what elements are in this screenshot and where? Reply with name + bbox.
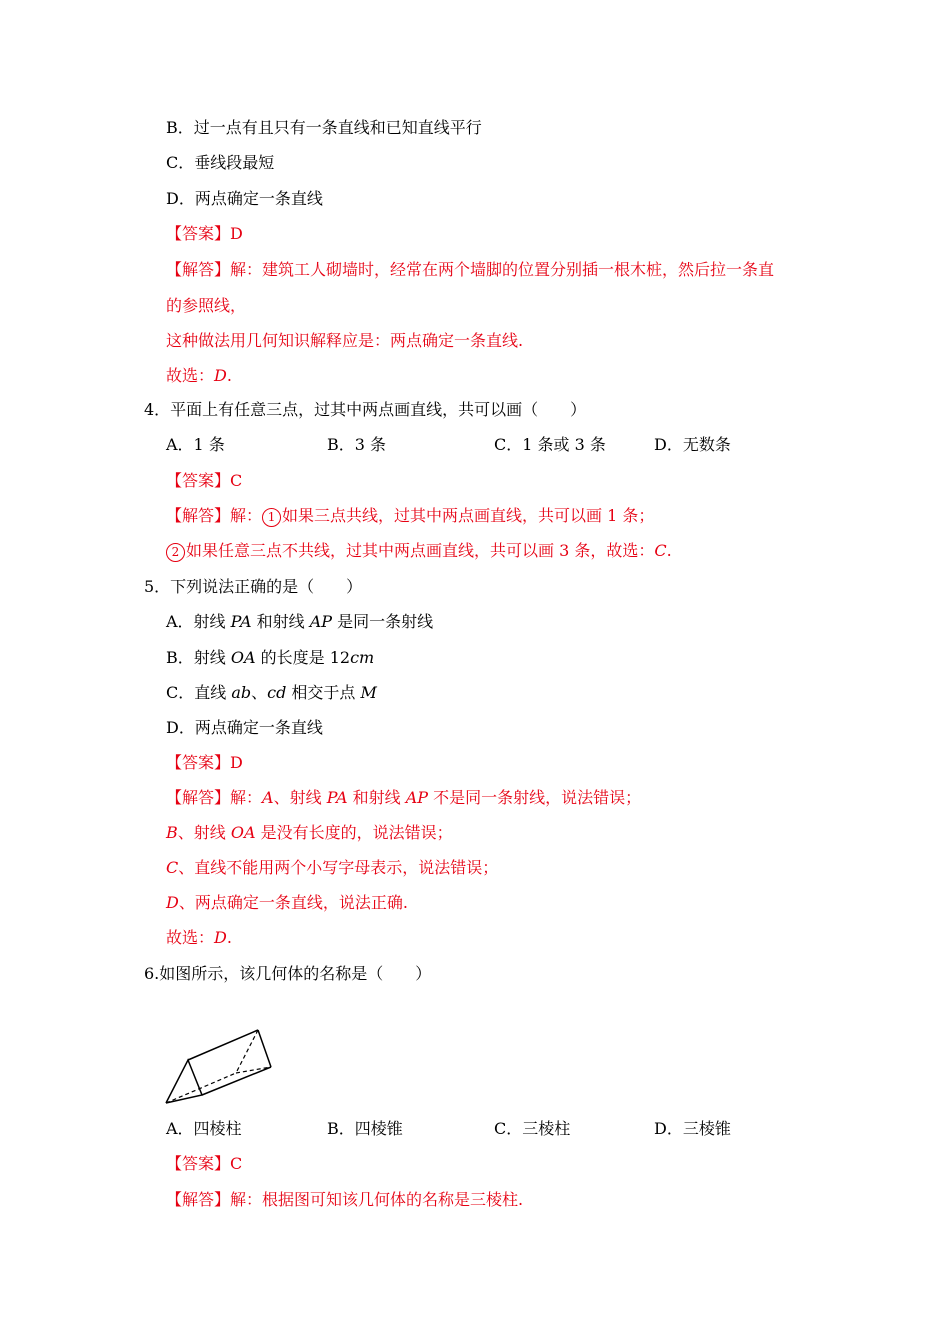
choose-value: C [654, 541, 667, 560]
q3-answer [166, 224, 243, 244]
solution-tag: 【解答】 [166, 506, 231, 525]
q3-solution-line-2: 的参照线， [166, 296, 247, 315]
q5-option-b [166, 648, 374, 668]
option-text: A．射线 [166, 612, 231, 631]
option-text: C．直线 [166, 683, 232, 702]
label-a: A [262, 788, 274, 807]
q4-option-c: C．1 条或 3 条 [494, 435, 606, 454]
option-text: 的长度是 12 [255, 648, 351, 667]
ray-oa: OA [230, 823, 256, 842]
solution-text: 、射线 [273, 788, 327, 807]
q6-stem: 6.如图所示，该几何体的名称是（ ） [144, 964, 432, 983]
q3-solution-line-3: 这种做法用几何知识解释应是：两点确定一条直线. [166, 331, 524, 350]
answer-value: D [230, 753, 243, 772]
solution-text: 解：建筑工人砌墙时，经常在两个墙脚的位置分别插一根木桩，然后拉一条直 [230, 260, 775, 279]
q4-solution-line-2 [166, 541, 672, 562]
label-d: D [166, 893, 179, 912]
q5-solution-line-4 [166, 893, 408, 913]
q3-option-b: B．过一点有且只有一条直线和已知直线平行 [166, 118, 482, 137]
triangular-prism-figure [160, 1025, 280, 1110]
answer-tag: 【答案】 [166, 471, 231, 490]
choose-suffix: . [226, 928, 232, 947]
choose-value: D [214, 928, 227, 947]
q3-option-c: C．垂线段最短 [166, 153, 275, 172]
option-text: 和射线 [251, 612, 310, 631]
q3-option-d: D．两点确定一条直线 [166, 189, 323, 208]
solution-tag: 【解答】 [166, 1190, 231, 1209]
q4-answer [166, 471, 242, 491]
q3-solution-line-1 [166, 260, 774, 280]
q4-option-a: A．1 条 [166, 435, 225, 454]
prism-top-edge [188, 1030, 258, 1060]
solution-tag: 【解答】 [166, 788, 231, 807]
q6-solution [166, 1190, 523, 1210]
solution-text: 不是同一条射线，说法错误； [428, 788, 642, 807]
q6-option-d: D．三棱锥 [654, 1119, 731, 1138]
answer-value: D [230, 224, 243, 243]
option-text: 相交于点 [286, 683, 361, 702]
q5-choose [166, 928, 232, 948]
ray-ap: AP [309, 612, 333, 631]
choose-value: D [214, 366, 227, 385]
choose-prefix: 故选： [166, 928, 215, 947]
solution-text: 、直线不能用两个小写字母表示，说法错误； [178, 858, 499, 877]
line-ab: ab [231, 683, 252, 702]
label-c: C [166, 858, 179, 877]
solution-text: 、两点确定一条直线，说法正确. [178, 893, 408, 912]
solution-text: 、射线 [177, 823, 231, 842]
unit-cm: cm [350, 648, 375, 667]
q5-solution-line-2 [166, 823, 453, 843]
answer-value: C [230, 471, 243, 490]
solution-text: 解： [230, 788, 263, 807]
prism-front-left-edge [166, 1060, 202, 1103]
solution-text: 如果任意三点不共线，过其中两点画直线，共可以画 3 条，故选： [186, 541, 655, 560]
solution-text: 是没有长度的，说法错误； [255, 823, 453, 842]
ray-ap: AP [405, 788, 429, 807]
answer-value: C [230, 1154, 243, 1173]
q6-option-b: B．四棱锥 [327, 1119, 403, 1138]
q5-option-c [166, 683, 377, 703]
option-text: 是同一条射线 [332, 612, 434, 631]
choose-suffix: . [666, 541, 672, 560]
choose-suffix: . [226, 366, 232, 385]
solution-prefix: 解： [230, 506, 263, 525]
q4-stem: 4．平面上有任意三点，过其中两点画直线，共可以画（ ） [144, 400, 587, 419]
q4-solution-line-1 [166, 506, 654, 527]
ray-pa: PA [326, 788, 348, 807]
q3-choose [166, 366, 232, 386]
choose-prefix: 故选： [166, 366, 215, 385]
answer-tag: 【答案】 [166, 1154, 231, 1173]
ray-pa: PA [230, 612, 252, 631]
prism-hidden-back-bottom-edge [236, 1067, 271, 1073]
q6-option-a: A．四棱柱 [166, 1119, 242, 1138]
prism-hidden-back-left-edge [236, 1030, 258, 1073]
answer-tag: 【答案】 [166, 753, 231, 772]
q5-answer [166, 753, 243, 773]
solution-text: 如果三点共线，过其中两点画直线，共可以画 1 条； [282, 506, 655, 525]
option-text: 、 [251, 683, 268, 702]
label-b: B [166, 823, 178, 842]
prism-bottom-edge [202, 1067, 271, 1095]
circled-1-icon: 1 [262, 508, 281, 527]
circled-2-icon: 2 [166, 543, 185, 562]
ray-oa: OA [230, 648, 256, 667]
prism-back-edge [258, 1030, 271, 1067]
solution-tag: 【解答】 [166, 260, 231, 279]
q5-option-d: D．两点确定一条直线 [166, 718, 323, 737]
answer-tag: 【答案】 [166, 224, 231, 243]
option-text: B．射线 [166, 648, 231, 667]
point-m: M [360, 683, 377, 702]
q5-solution-line-1 [166, 788, 641, 808]
q5-stem: 5．下列说法正确的是（ ） [144, 577, 363, 596]
q6-answer [166, 1154, 242, 1174]
prism-hidden-base-edge [166, 1073, 236, 1103]
q4-option-b: B．3 条 [327, 435, 387, 454]
solution-text: 和射线 [347, 788, 406, 807]
q5-solution-line-3 [166, 858, 498, 878]
q4-option-d: D．无数条 [654, 435, 731, 454]
solution-text: 解：根据图可知该几何体的名称是三棱柱. [230, 1190, 524, 1209]
q6-option-c: C．三棱柱 [494, 1119, 571, 1138]
q5-option-a [166, 612, 433, 632]
line-cd: cd [267, 683, 287, 702]
